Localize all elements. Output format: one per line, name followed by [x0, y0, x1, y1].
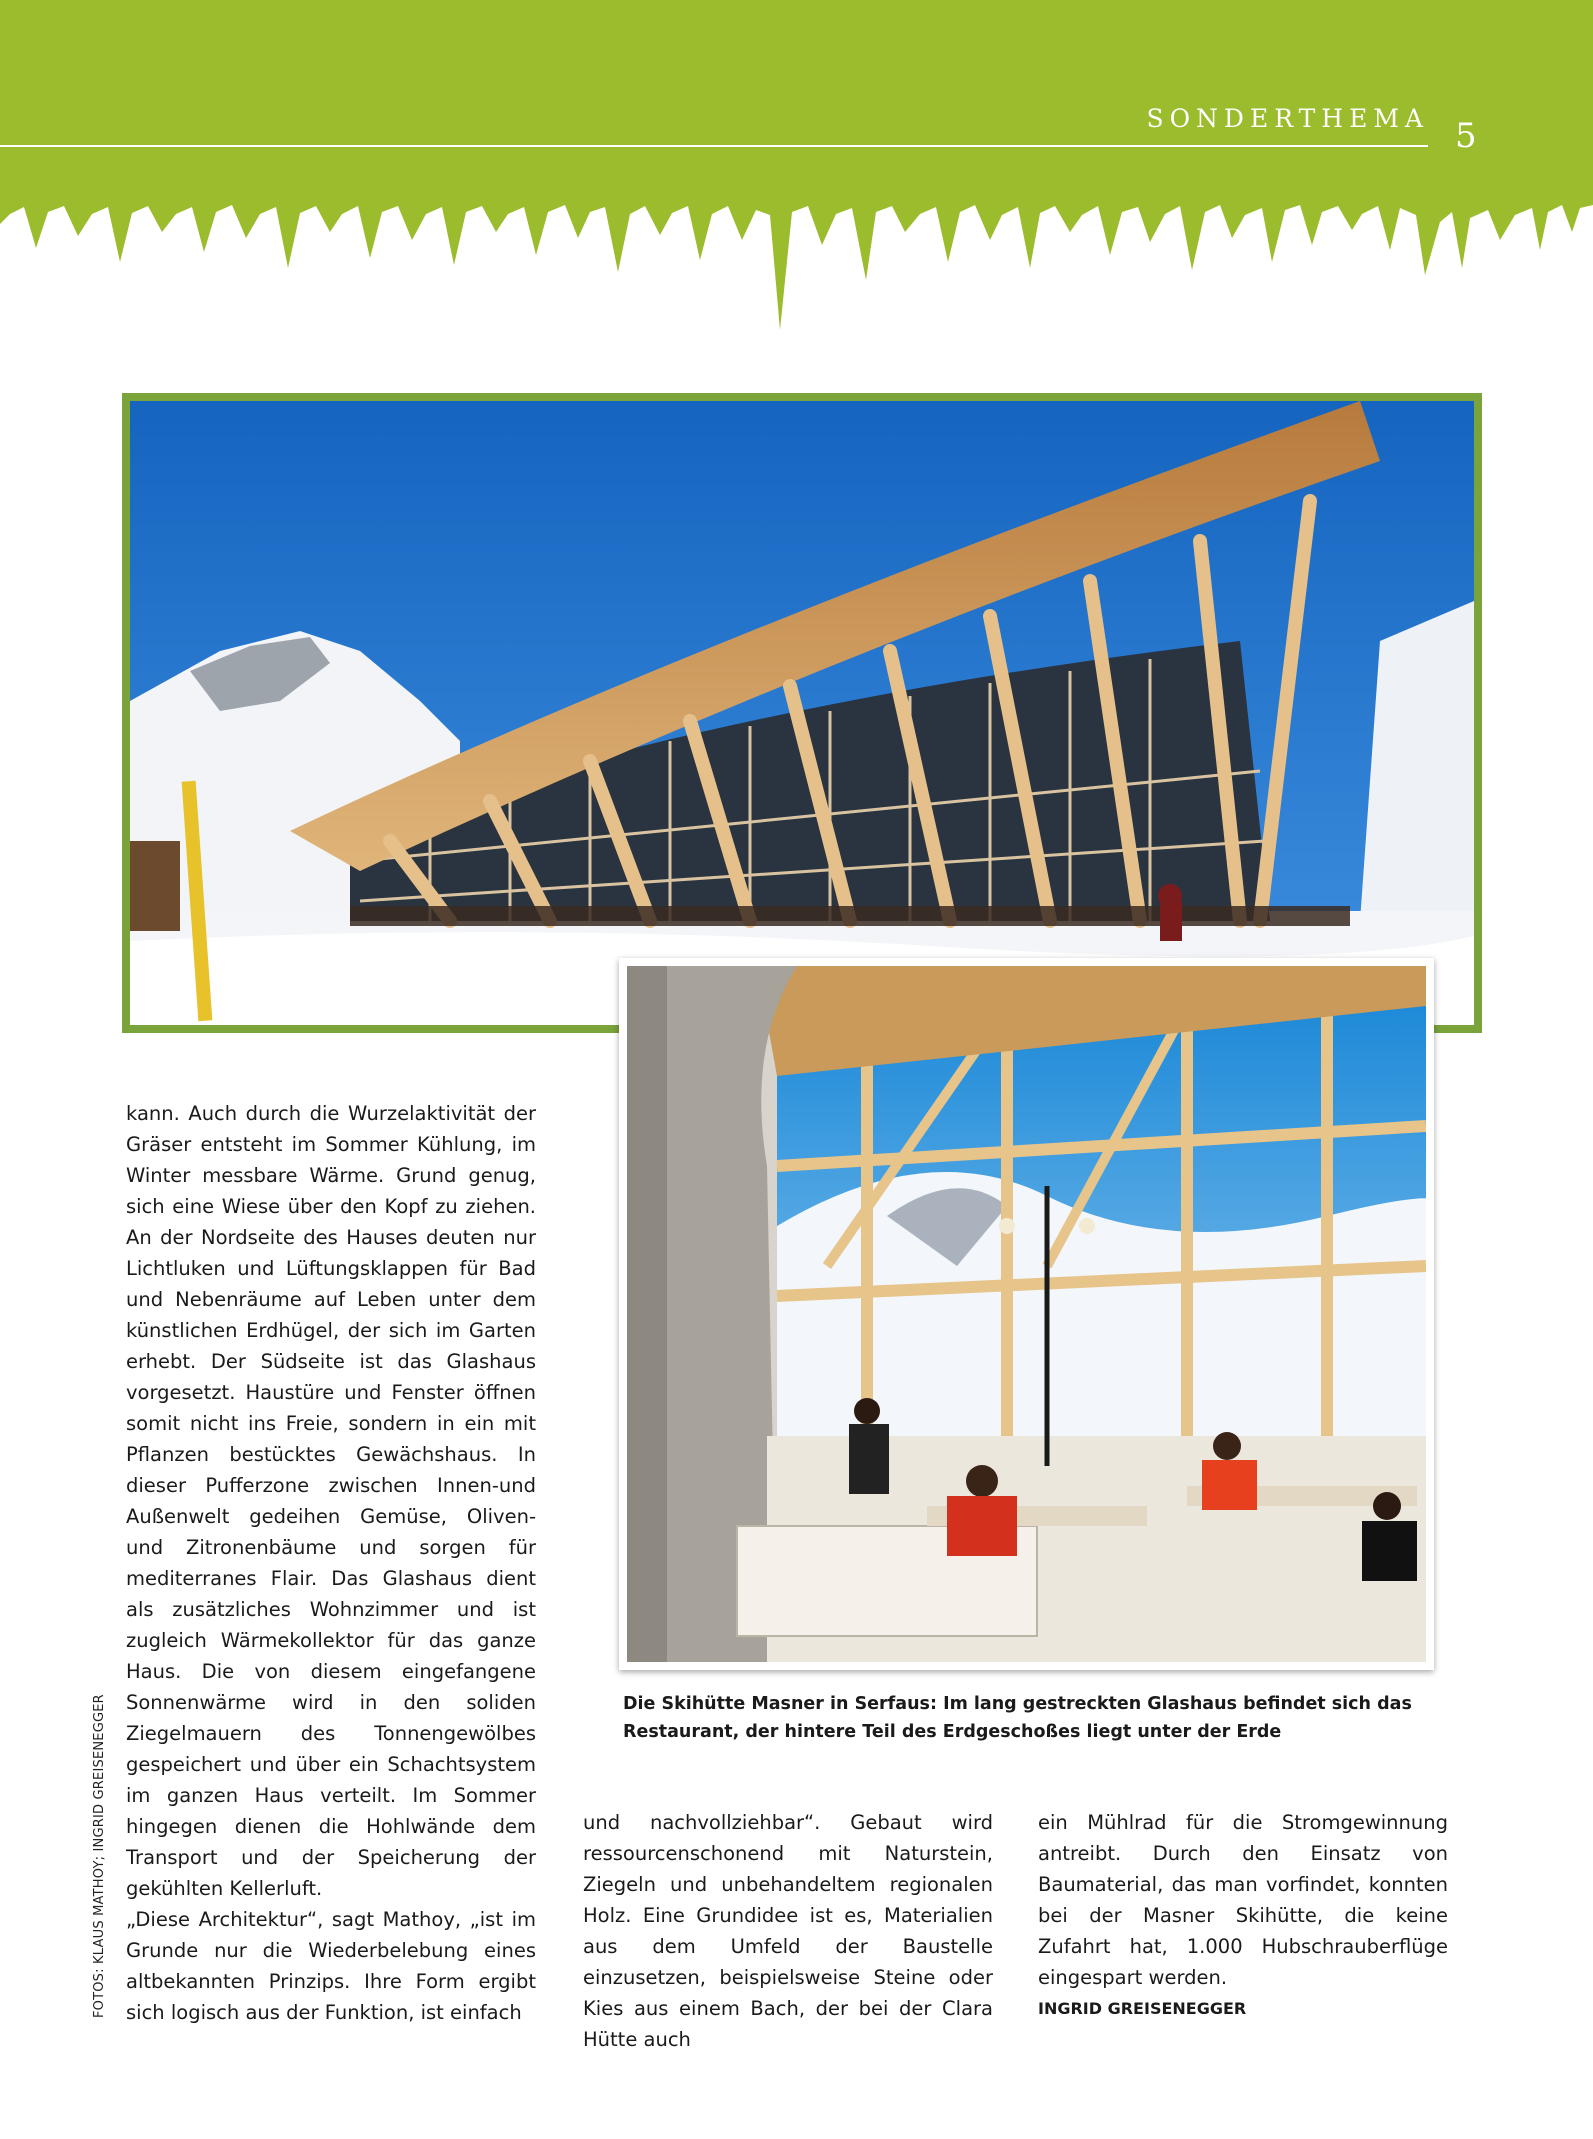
- article-paragraph: ein Mühlrad für die Stromgewinnung antreibt. Durch den Einsatz von Baumaterial, das man vorfindet, konnten bei der Masner Skihütte, die keine Zufahrt hat, 1.000 Hubschrauberflüge eingespart werden.: [1038, 1811, 1448, 1989]
- photo-caption: Die Skihütte Masner in Serfaus: Im lang gestreckten Glashaus befindet sich das Restaurant, der hintere Teil des Erdgeschoßes liegt unter der Erde: [623, 1694, 1412, 1742]
- author-byline: INGRID GREISENEGGER: [1038, 1999, 1247, 2018]
- article-paragraph: „Diese Architektur“, sagt Mathoy, „ist im Grunde nur die Wiederbelebung eines altbekannten Prinzips. Ihre Form ergibt sich logisch aus der Funktion, ist einfach: [126, 1908, 536, 2024]
- article-paragraph: und nachvollziehbar“. Gebaut wird ressourcenschonend mit Naturstein, Ziegeln und unbehandeltem regionalen Holz. Eine Grundidee ist es, Materialien aus dem Umfeld der Baustelle einzusetzen, beispielsweise Steine oder Kies aus einem Bach, der bei der Clara Hütte auch: [583, 1811, 993, 2051]
- photo-ski-hut-exterior: [122, 393, 1482, 1033]
- interior-illustration: [627, 966, 1426, 1662]
- photo-credit: FOTOS: KLAUS MATHOY; INGRID GREISENEGGER: [92, 1694, 107, 2018]
- section-label: SONDERTHEMA: [1146, 104, 1429, 133]
- article-paragraph: kann. Auch durch die Wurzelaktivität der Gräser entsteht im Sommer Kühlung, im Winter messbare Wärme. Grund genug, sich eine Wiese über den Kopf zu ziehen. An der Nordseite des Hauses deuten nur Lichtluken und Lüftungsklappen für Bad und Nebenräume auf Leben unter dem künstlichen Erdhügel, der sich im Garten erhebt. Der Südseite ist das Glashaus vorgesetzt. Haustüre und Fenster öffnen somit nicht ins Freie, sondern in ein mit Pflanzen bestücktes Gewächshaus. In dieser Pufferzone zwischen Innen-und Außenwelt gedeihen Gemüse, Oliven- und Zitronenbäume und sorgen für mediterranes Flair. Das Glashaus dient als zusätzliches Wohnzimmer und ist zugleich Wärmekollektor für das ganze Haus. Die von diesem eingefangene Sonnenwärme wird in den soliden Ziegelmauern des Tonnengewölbes gespeichert und über ein Schachtsystem im ganzen Haus verteilt. Im Sommer hingegen dienen die Hohlwände dem Transport und der Speicherung der gekühlten Kellerluft.: [126, 1102, 536, 1900]
- header-band: [0, 0, 1593, 340]
- grass-band-graphic: [0, 0, 1593, 340]
- exterior-illustration: [130, 401, 1474, 1025]
- article-column-1: [126, 1098, 536, 2028]
- page-number: 5: [1455, 116, 1477, 156]
- article-column-2: [583, 1807, 993, 2055]
- photo-ski-hut-interior: [619, 958, 1434, 1670]
- header-rule: [0, 145, 1428, 147]
- article-column-3: [1038, 1807, 1448, 2024]
